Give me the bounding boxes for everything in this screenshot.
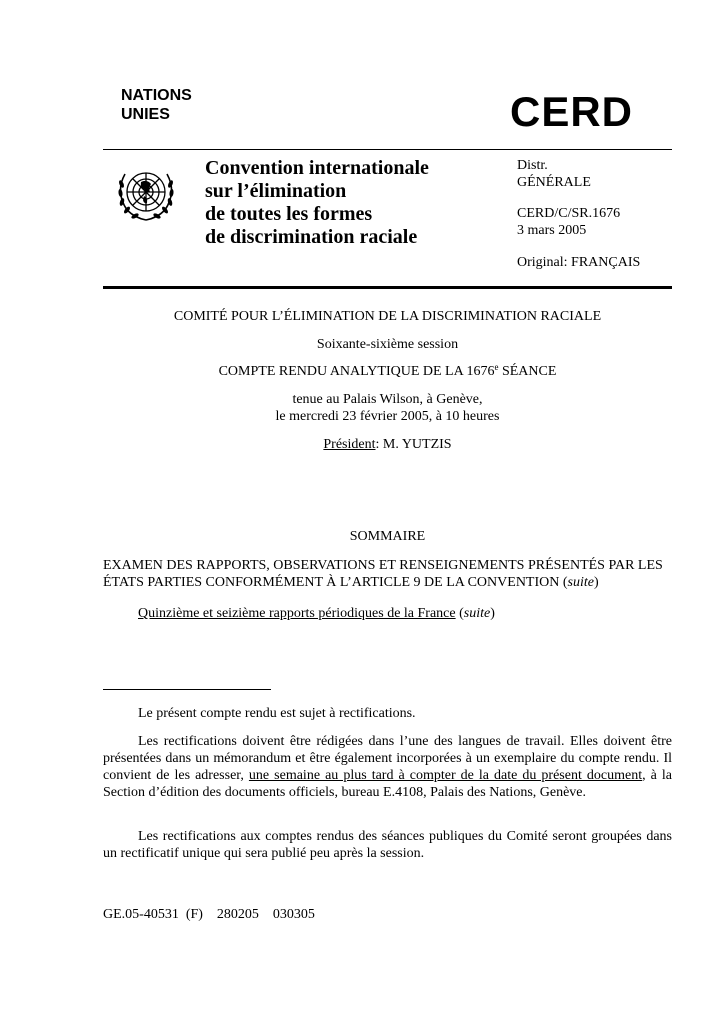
meeting-date-time: le mercredi 23 février 2005, à 10 heures xyxy=(275,409,500,424)
summary-item-close: ) xyxy=(593,575,599,590)
document-job-reference: GE.05-40531 (F) 280205 030305 xyxy=(103,907,315,922)
footnote-paragraph-1: Le présent compte rendu est sujet à rectifications. xyxy=(138,706,416,721)
record-title-prefix: COMPTE RENDU ANALYTIQUE DE LA 1676 xyxy=(218,364,495,379)
summary-heading: SOMMAIRE xyxy=(349,529,426,544)
summary-subitem-suite: suite xyxy=(463,606,491,621)
summary-subitem-open: ( xyxy=(455,606,464,621)
convention-title-line: sur l’élimination xyxy=(205,180,347,202)
distribution-block xyxy=(517,157,591,191)
summary-item-suite: suite xyxy=(567,575,594,590)
distribution-value: GÉNÉRALE xyxy=(517,175,591,190)
org-line-1: NATIONS xyxy=(121,87,192,104)
document-series-symbol: CERD xyxy=(510,88,634,135)
header-bottom-divider xyxy=(103,286,672,289)
committee-name: COMITÉ POUR L’ÉLIMINATION DE LA DISCRIMINATION RACIALE xyxy=(173,309,602,324)
summary-subitem-close: ) xyxy=(490,606,495,621)
footnote-p2-underlined: une semaine au plus tard à compter de la date du présent document xyxy=(248,768,643,783)
president-line xyxy=(103,436,672,453)
convention-title xyxy=(205,157,495,249)
header-divider xyxy=(103,149,672,150)
footnote-paragraph-2 xyxy=(103,733,672,801)
session-name: Soixante-sixième session xyxy=(316,337,459,352)
footnote-p2-text-b: , à la Section d’édition des documents officiels, bureau E.4108, Palais des Nations, Genève. xyxy=(103,768,672,800)
footnote-divider xyxy=(103,689,271,690)
distribution-label: Distr. xyxy=(517,158,548,173)
record-title-ordinal: e xyxy=(494,362,499,372)
org-line-2: UNIES xyxy=(121,106,170,123)
convention-title-line: de discrimination raciale xyxy=(205,226,418,248)
footnote-paragraph-3: Les rectifications aux comptes rendus des séances publiques du Comité seront groupées dans un rectificatif unique qui sera publié peu après la session. xyxy=(103,829,672,861)
summary-item xyxy=(103,557,672,591)
president-separator: : xyxy=(375,437,383,452)
president-label: Président xyxy=(323,437,376,452)
record-title-suffix: SÉANCE xyxy=(498,364,557,379)
record-title xyxy=(103,363,672,380)
un-emblem-icon xyxy=(111,160,181,230)
summary-subitem xyxy=(103,605,672,622)
document-date: 3 mars 2005 xyxy=(517,223,587,238)
president-name: M. YUTZIS xyxy=(382,437,452,452)
meeting-place: tenue au Palais Wilson, à Genève, xyxy=(292,392,483,407)
organization-name xyxy=(121,86,192,124)
convention-title-line: Convention internationale xyxy=(205,157,429,179)
document-symbol: CERD/C/SR.1676 xyxy=(517,206,621,221)
convention-title-line: de toutes les formes xyxy=(205,203,373,225)
original-language: Original: FRANÇAIS xyxy=(517,255,641,270)
footnote-p2-text-a: Les rectifications doivent être rédigées dans l’une des langues de travail. Elles doivent être présentées dans un mémorandum et être également incorporées à un exemplaire du compte rendu. Il convient de les adresser, xyxy=(103,734,672,783)
summary-subitem-text: Quinzième et seizième rapports périodiques de la France xyxy=(138,606,456,621)
document-symbol-block xyxy=(517,205,620,239)
summary-item-text: EXAMEN DES RAPPORTS, OBSERVATIONS ET RENSEIGNEMENTS PRÉSENTÉS PAR LES ÉTATS PARTIES CONFORMÉMENT À L’ARTICLE 9 DE LA CONVENTION ( xyxy=(103,558,663,590)
